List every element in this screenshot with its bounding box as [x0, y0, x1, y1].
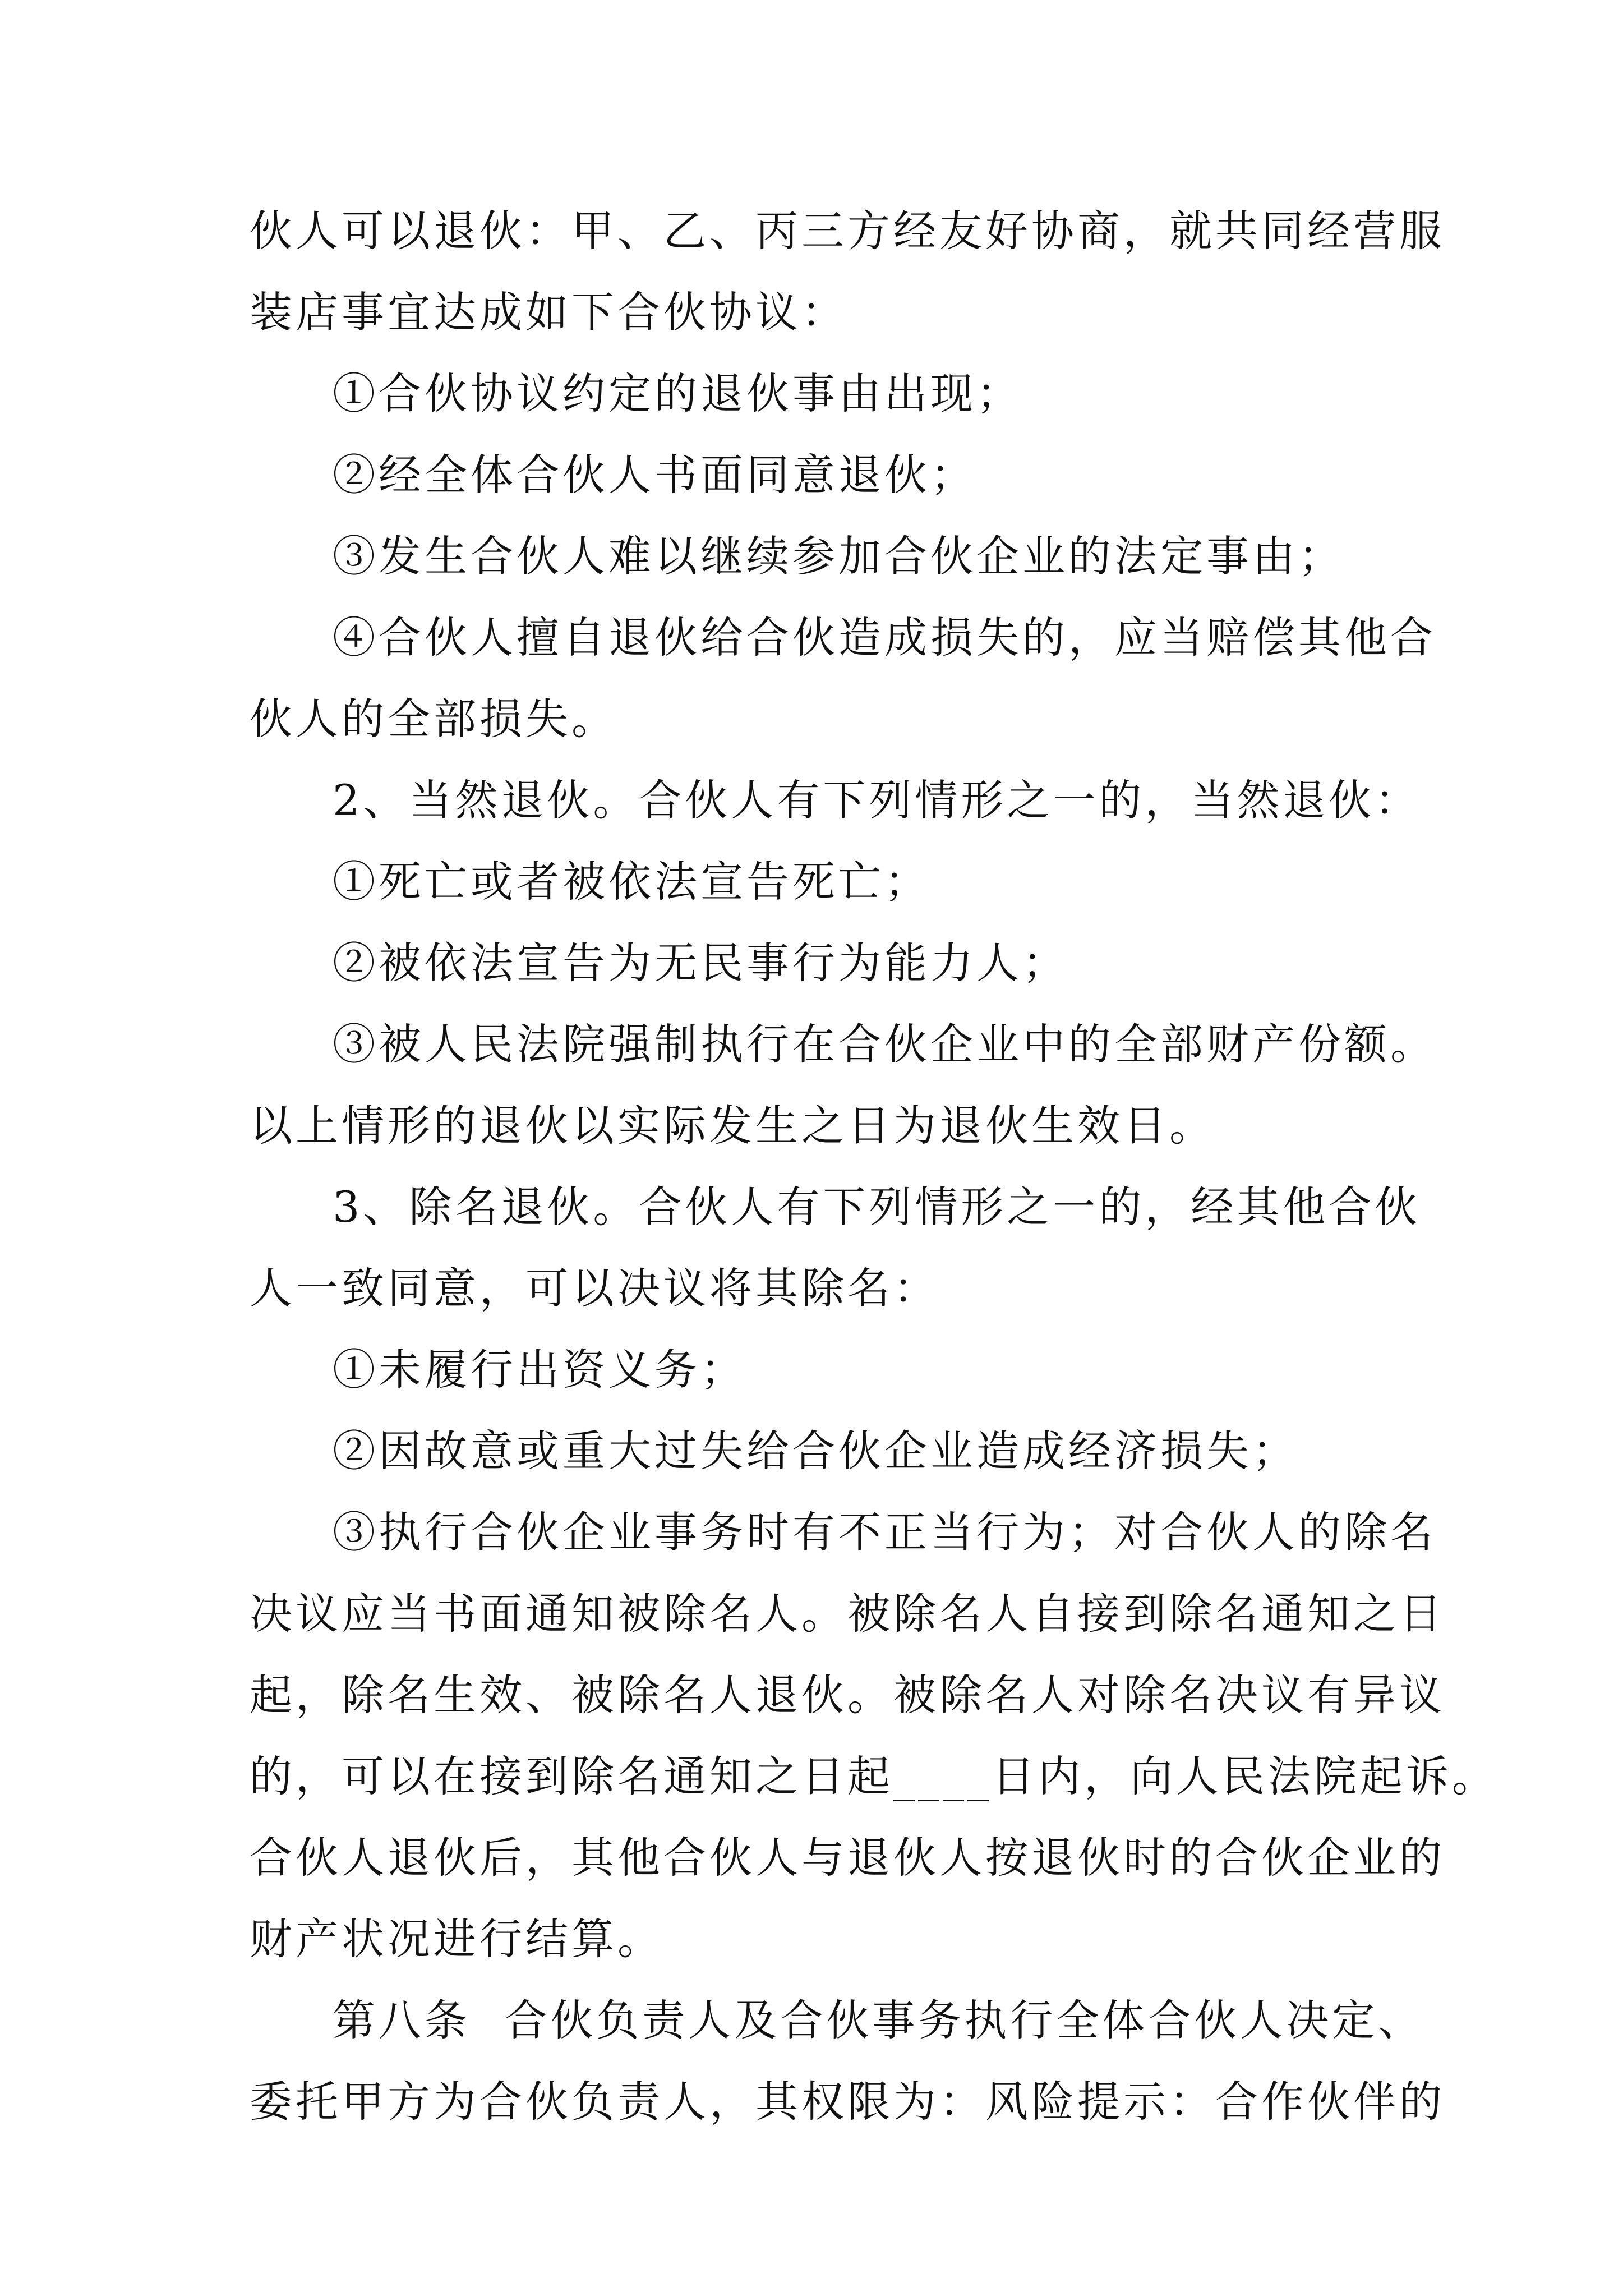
- text-line: 人一致同意，可以决议将其除名：: [250, 1263, 939, 1313]
- article-heading: 第八条 合伙负责人及合伙事务执行全体合伙人决定、: [333, 1995, 1424, 2045]
- list-item: ①死亡或者被依法宣告死亡；: [333, 857, 930, 907]
- list-item: ③被人民法院强制执行在合伙企业中的全部财产份额。: [333, 1019, 1436, 1069]
- text-line: 合伙人退伙后，其他合伙人与退伙人按退伙时的合伙企业的: [250, 1833, 1445, 1883]
- list-item: ②经全体合伙人书面同意退伙；: [333, 450, 976, 500]
- text-line: 委托甲方为合伙负责人，其权限为：风险提示：合作伙伴的: [250, 2077, 1445, 2127]
- text-line: 起，除名生效、被除名人退伙。被除名人对除名决议有异议: [250, 1670, 1445, 1720]
- list-item: ④合伙人擅自退伙给合伙造成损失的，应当赔偿其他合: [333, 613, 1436, 662]
- text-line: 装店事宜达成如下合伙协议：: [250, 287, 847, 337]
- text-line: 的，可以在接到除名通知之日起____日内，向人民法院起诉。: [250, 1751, 1498, 1801]
- text-line: 伙人的全部损失。: [250, 694, 617, 744]
- text-line: 决议应当书面通知被除名人。被除名人自接到除名通知之日: [250, 1589, 1445, 1639]
- list-item: ③发生合伙人难以继续参加合伙企业的法定事由；: [333, 531, 1344, 581]
- list-item: ②因故意或重大过失给合伙企业造成经济损失；: [333, 1426, 1298, 1476]
- list-item: ①未履行出资义务；: [333, 1345, 746, 1395]
- text-line: 以上情形的退伙以实际发生之日为退伙生效日。: [250, 1101, 1215, 1151]
- list-item: ①合伙协议约定的退伙事由出现；: [333, 369, 1022, 418]
- text-line: 伙人可以退伙：甲、乙、丙三方经友好协商，就共同经营服: [250, 206, 1445, 256]
- section-heading: 2、当然退伙。合伙人有下列情形之一的，当然退伙：: [333, 775, 1421, 825]
- section-heading: 3、除名退伙。合伙人有下列情形之一的，经其他合伙: [333, 1182, 1421, 1232]
- list-item: ③执行合伙企业事务时有不正当行为；对合伙人的除名: [333, 1507, 1436, 1557]
- list-item: ②被依法宣告为无民事行为能力人；: [333, 938, 1068, 988]
- text-line: 财产状况进行结算。: [250, 1914, 663, 1964]
